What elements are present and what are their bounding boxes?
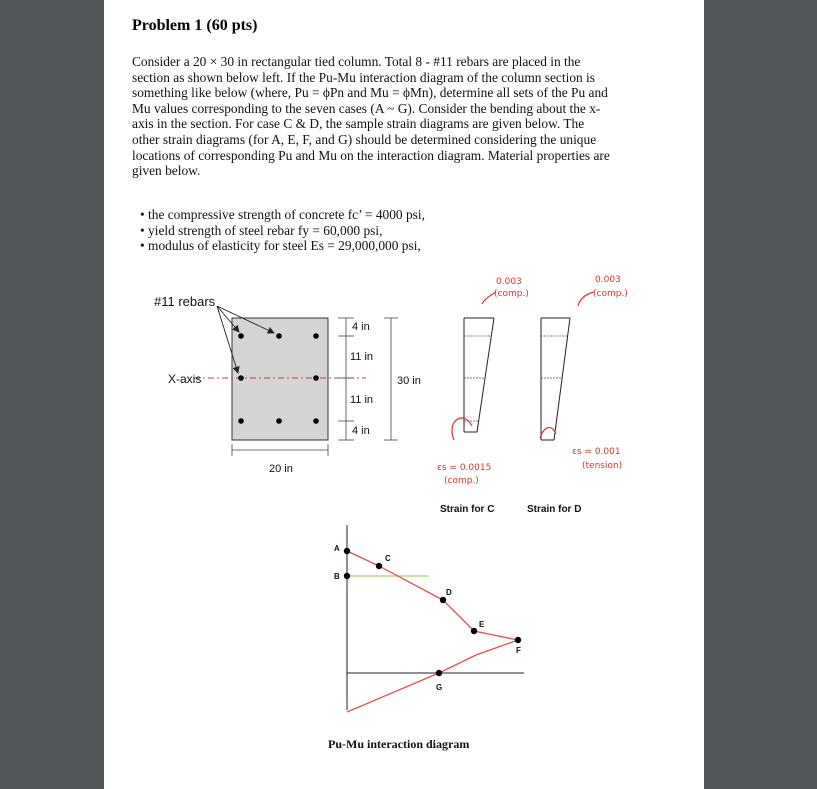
point-e-label: E (479, 620, 485, 629)
c-bottom-comp: (comp.) (444, 476, 479, 486)
interaction-caption: Pu-Mu interaction diagram (328, 737, 470, 751)
dim-total-label: 30 in (397, 375, 421, 387)
c-top-comp: (comp.) (494, 289, 529, 299)
column-section (154, 294, 421, 475)
bullet-es: • modulus of elasticity for steel Es = 29,000,000 psi, (140, 238, 421, 254)
point-b-label: B (334, 572, 340, 581)
rebar-label: #11 rebars (154, 294, 216, 309)
d-top-strain: 0.003 (595, 275, 621, 285)
bullet-fc: • the compressive strength of concrete fc’ = 4000 psi, (140, 207, 425, 222)
d-bottom-strain: εs = 0.001 (572, 447, 621, 457)
point-e-marker (471, 628, 477, 634)
point-c-label: C (385, 554, 391, 563)
point-b-marker (344, 573, 350, 579)
strain-c-label: Strain for C (440, 504, 495, 515)
rebar-dot (238, 418, 244, 424)
strain-diagram-c (437, 277, 529, 515)
dim-top-label: 4 in (352, 321, 370, 333)
rebar-dot (313, 418, 319, 424)
rebar-dot (276, 333, 282, 339)
para-line-6: other strain diagrams (for A, E, F, and G) should be determined considering the unique (132, 131, 597, 147)
dim-width-label: 20 in (269, 463, 293, 475)
point-g-marker (436, 670, 442, 676)
rebar-dot (238, 333, 244, 339)
para-line-2: section as shown below left. If the Pu-Mu interaction diagram of the column section is (132, 69, 595, 85)
bullet-fy: • yield strength of steel rebar fy = 60,000 psi, (140, 222, 383, 238)
para-line-7: locations of corresponding Pu and Mu on the interaction diagram. Material properties are (132, 147, 610, 163)
rebar-dot (238, 375, 244, 381)
interaction-diagram (328, 525, 524, 751)
rebar-dot (313, 333, 319, 339)
para-line-4: Mu values corresponding to the seven cases (A ~ G). Consider the bending about the x- (132, 100, 601, 116)
d-top-comp: (comp.) (593, 289, 628, 299)
c-bottom-strain: εs = 0.0015 (437, 463, 492, 473)
point-f-label: F (516, 646, 521, 655)
c-top-strain: 0.003 (496, 277, 522, 287)
point-c-marker (376, 563, 382, 569)
strain-diagram-d (527, 275, 628, 515)
dim-mid2-label: 11 in (350, 394, 374, 406)
rebar-dot (276, 418, 282, 424)
interaction-curve (347, 551, 518, 712)
figures (104, 0, 704, 789)
point-f-marker (515, 637, 521, 643)
x-axis-label: X-axis (168, 372, 202, 386)
point-d-marker (440, 597, 446, 603)
para-line-1: Consider a 20 × 30 in rectangular tied column. Total 8 - #11 rebars are placed in the (132, 54, 581, 69)
document-page (104, 0, 704, 789)
strain-d-label: Strain for D (527, 504, 582, 515)
dim-mid1-label: 11 in (350, 351, 374, 363)
d-bottom-tension: (tension) (582, 461, 623, 471)
para-line-8: given below. (132, 163, 201, 179)
para-line-5: axis in the section. For case C & D, the sample strain diagrams are given below. The (132, 116, 585, 132)
point-d-label: D (446, 588, 452, 597)
problem-title: Problem 1 (60 pts) (132, 17, 258, 34)
dim-bot-label: 4 in (352, 425, 370, 437)
para-line-3: something like below (where, Pu = ϕPn and Mu = ϕMn), determine all sets of the Pu and (132, 85, 608, 101)
point-a-marker (344, 548, 350, 554)
point-g-label: G (436, 683, 443, 692)
point-a-label: A (334, 544, 340, 553)
rebar-dot (313, 375, 319, 381)
